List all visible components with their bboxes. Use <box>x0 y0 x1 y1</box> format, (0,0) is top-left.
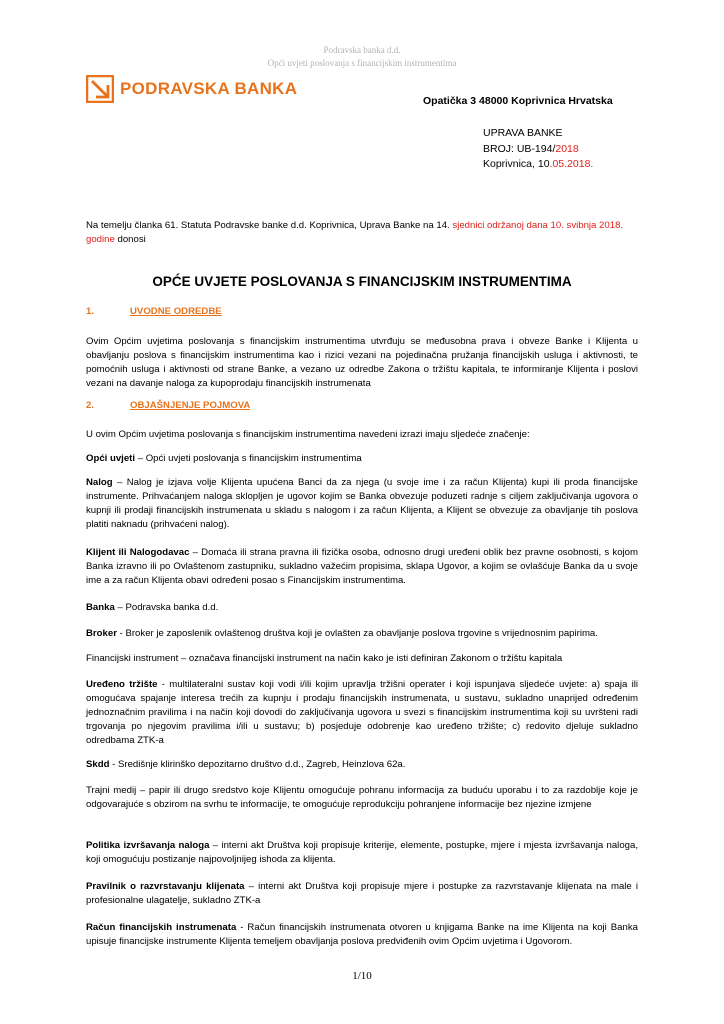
paragraph-pojmovi-intro: U ovim Općim uvjetima poslovanja s financijskim instrumentima navedeni izrazi imaju sljedeće značenje: <box>86 429 530 440</box>
page-number: 1/10 <box>352 970 372 982</box>
definition-racun <box>86 921 638 949</box>
definition-trajni-medij: Trajni medij – papir ili drugo sredstvo koje Klijentu omogućuje pohranu informacija za buduću uporabu i to za razdoblje koje je odgovarajuće s obzirom na svrhu te informacije, te omogućuje reprodukciju pohranjene informacije bez njezine izmjene <box>86 785 638 811</box>
definition-pravilnik <box>86 880 638 908</box>
definition-uredeno-trziste <box>86 678 638 748</box>
term: Banka <box>86 602 115 613</box>
paragraph-uvod: Ovim Općim uvjetima poslovanja s financijskim instrumentima utvrđuju se međusobna prava i obveze Banke i Klijenta u obavljanju poslova s financijskim instrumentima kao i rizici vezani na pojedinačna pružanja financijskih usluga i aktivnosti, te pomoćnih usluga i aktivnosti od strane Banke, a vezano uz odredbe Zakona o tržištu kapitala, te informiranje Klijenta i poslovi vezani na davanje naloga za kupoprodaju financijskih instrumenata <box>86 336 638 390</box>
definition-klijent <box>86 546 638 588</box>
bank-address: Opatička 3 48000 Koprivnica Hrvatska <box>423 95 613 107</box>
intro-paragraph <box>86 219 638 247</box>
section-number: 1. <box>86 306 95 317</box>
term: Politika izvršavanja naloga <box>86 840 210 851</box>
term: Uređeno tržište <box>86 679 158 690</box>
section-number: 2. <box>86 400 95 411</box>
definition-text: – interni akt Društva koji propisuje mjere i postupke za razvrstavanje klijenata na male i profesionalne ulagatelje, sukladno ZTK-a <box>86 881 638 907</box>
definition-nalog <box>86 476 638 532</box>
definition-politika <box>86 839 638 867</box>
intro-session-date: sjednici održanoj dana 10. svibnja 2018. godine <box>86 220 624 245</box>
bank-logo-icon <box>86 75 114 103</box>
definition-text: - Središnje klirinško depozitarno društvo d.d., Zagreb, Heinzlova 62a. <box>109 759 406 770</box>
date-line <box>483 157 593 173</box>
definition-text: – Nalog je izjava volje Klijenta upućena Banci da za njega (u svoje ime i za račun Klijenta) kupi ili proda financijske instrumente. Prihvaćanjem naloga sklopljen je ugovor kojim se Banka obvezuje poduzeti radnje s ciljem zaključivanja ugovora o kupnji ili prodaji financijskih instrumenata u skladu s nalogom i za račun Klijenta, a Klijent se obvezuje za obavljanje tih poslova platiti naknadu (prihvaćeni nalog). <box>86 477 638 531</box>
broj-prefix: BROJ: UB-194/ <box>483 142 556 155</box>
definition-text: – Opći uvjeti poslovanja s financijskim instrumentima <box>135 453 362 464</box>
definition-text: – Podravska banka d.d. <box>114 602 219 613</box>
document-title: OPĆE UVJETE POSLOVANJA S FINANCIJSKIM INSTRUMENTIMA <box>152 274 572 289</box>
term: Broker <box>86 628 117 639</box>
definition-text: – interni akt Društva koji propisuje kriterije, elemente, postupke, mjere i mjesta izvršavanja naloga, koji omogućuju postizanje najpovoljnijeg ishoda za klijenta. <box>86 840 638 866</box>
section-title: UVODNE ODREDBE <box>130 306 222 317</box>
term: Skdd <box>86 759 110 770</box>
section-heading-2 <box>86 400 250 411</box>
broj-line <box>483 142 593 158</box>
definition-text: - Račun financijskih instrumenata otvoren u knjigama Banke na ime Klijenta na koji Banka upisuje financijske instrumente Klijenta temeljem obavljanja poslova predviđenih ovim Općim uvjetima i Ugovorom. <box>86 922 638 948</box>
date-prefix: Koprivnica, 10 <box>483 158 550 170</box>
definition-text: - Broker je zaposlenik ovlaštenog društva koji je ovlašten za obavljanje poslova trgovine s vrijednosnim papirima. <box>116 628 598 639</box>
bank-logo-text: PODRAVSKA BANKA <box>120 79 298 98</box>
running-header-title: Opći uvjeti poslovanja s financijskim instrumentima <box>267 58 457 68</box>
bank-logo <box>86 75 297 103</box>
running-header-bank: Podravska banka d.d. <box>323 45 401 55</box>
broj-year: 2018 <box>555 142 579 155</box>
section-heading-1 <box>86 306 222 317</box>
definition-broker <box>86 627 638 641</box>
definition-text: - multilateralni sustav koji vodi i/ili kojim upravlja tržišni operater i koji ispunjava sljedeće uvjete: a) spaja ili omogućava spajanje interesa trećih za kupnju i prodaju financijskih instrumenata, u sustavu, sukladno unaprijed određenim jednoznačnim pravilima i na način koji dovodi do zaključivanja ugovora u svezi s financijskim instrumentima koji su uvršteni radi trgovanja po njegovim pravilima i/ili u sustavu; b) posjeduje odobrenje kao uređeno tržište; c) redovito djeluje sukladno odredbama ZTK-a <box>86 679 639 747</box>
term: Račun financijskih instrumenata <box>86 922 237 933</box>
term: Klijent ili Nalogodavac <box>86 547 190 558</box>
term: Pravilnik o razvrstavanju klijenata <box>86 881 245 892</box>
intro-part1: Na temelju članka 61. Statuta Podravske banke d.d. Koprivnica, Uprava Banke na 14. <box>86 220 453 231</box>
definition-financijski-instrument: Financijski instrument – označava financijski instrument na način kako je isti definiran Zakonom o tržištu kapitala <box>86 653 563 664</box>
uprava-label: UPRAVA BANKE <box>483 127 563 139</box>
uprava-block <box>483 126 593 173</box>
intro-part3: donosi <box>114 234 146 245</box>
definition-banka <box>86 601 638 615</box>
section-title: OBJAŠNJENJE POJMOVA <box>130 400 251 411</box>
date-red: .05.2018. <box>549 158 594 170</box>
definition-opci-uvjeti <box>86 452 638 466</box>
term: Opći uvjeti <box>86 453 136 464</box>
definition-skdd <box>86 758 638 772</box>
definition-text: – Domaća ili strana pravna ili fizička osoba, odnosno drugi uređeni oblik bez pravne osobnosti, s kojom Banka izravno ili po Ovlaštenom zastupniku, sukladno važećim propisima, sklapa Ugovor, a kojim se ovlašćuje Banka da u svoje ime a za račun Klijenta obavi određeni posao s Financijskim instrumentima. <box>86 547 639 587</box>
term: Nalog <box>86 477 113 488</box>
